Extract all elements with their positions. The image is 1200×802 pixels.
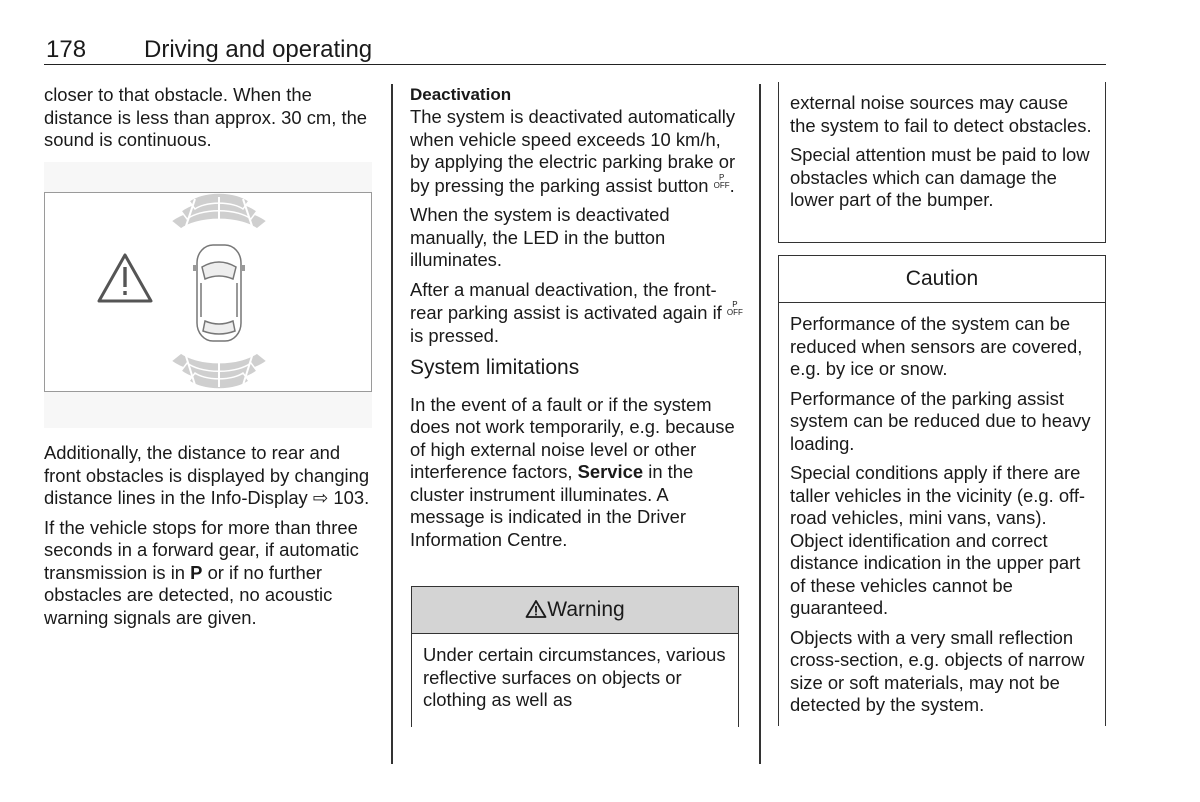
warning-triangle-icon <box>99 255 151 301</box>
deactivation-paragraph-1: The system is deactivated automatically when vehicle speed exceeds 10 km/h, by applying the electric parking brake or by pressing the parking assist button P OFF. <box>410 106 736 196</box>
distance-lines-paragraph: Additionally, the distance to rear and front obstacles is displayed by changing distance lines in the Info-Display ⇨ 103. <box>44 442 370 508</box>
left-column <box>44 84 376 159</box>
caution-paragraph: Objects with a very small reflection cross-section, e.g. objects of narrow size or soft materials, may not be detected by the system. <box>790 626 1085 715</box>
deactivation-heading: Deactivation <box>410 85 512 104</box>
warning-box <box>411 586 739 727</box>
page-number: 178 <box>46 36 87 63</box>
caution-paragraph: Performance of the parking assist system can be reduced due to heavy loading. <box>790 387 1091 454</box>
system-limitations-paragraph: In the event of a fault or if the system does not work temporarily, e.g. because of high external noise level or other interference factors, Service in the cluster instrument illuminates. A message is indicated in the Driver Information Centre. <box>410 393 735 550</box>
continued-paragraph-2: Special attention must be paid to low obstacles which can damage the lower part of the bumper. <box>790 144 1090 210</box>
warning-box-title: Warning <box>412 587 738 634</box>
middle-column <box>410 84 744 558</box>
warning-triangle-icon <box>525 599 547 619</box>
cross-reference-link[interactable]: ⇨ 103. <box>312 487 370 508</box>
page-header <box>44 34 1106 65</box>
column-divider-right <box>759 84 761 764</box>
caution-paragraph: Performance of the system can be reduced when sensors are covered, e.g. by ice or snow. <box>790 313 1083 379</box>
rear-distance-arcs <box>171 351 267 389</box>
continued-paragraph-1: external noise sources may cause the system to fail to detect obstacles. <box>790 92 1092 136</box>
vehicle-stops-paragraph: If the vehicle stops for more than three seconds in a forward gear, if automatic transmission is in P or if no further obstacles are detected, no acoustic warning signals are given. <box>44 516 359 628</box>
page-title: Driving and operating <box>144 36 373 63</box>
column-divider-left <box>391 84 393 764</box>
parking-assist-button-icon: P OFF <box>726 300 743 317</box>
parking-diagram <box>45 193 371 391</box>
front-distance-arcs <box>171 193 267 231</box>
caution-box <box>778 255 1106 726</box>
left-column-lower <box>44 442 376 636</box>
intro-paragraph: closer to that obstacle. When the distance is less than approx. 30 cm, the sound is continuous. <box>44 84 368 150</box>
continued-box <box>778 82 1106 243</box>
car-top-view-icon <box>193 245 245 341</box>
caution-box-title: Caution <box>779 256 1105 303</box>
deactivation-paragraph-3: After a manual deactivation, the front-rear parking assist is activated again if P OFF is pressed. <box>410 278 743 346</box>
caution-paragraph: Special conditions apply if there are taller vehicles in the vicinity (e.g. off-road vehicles, mini vans, vans). Object identification and correct distance indication in the upper part of these vehicles cannot be guaranteed. <box>790 462 1086 618</box>
parking-assist-button-icon: P OFF <box>713 172 730 190</box>
parking-assist-figure <box>44 162 372 428</box>
deactivation-paragraph-2: When the system is deactivated manually, the LED in the button illuminates. <box>410 204 670 270</box>
system-limitations-heading: System limitations <box>410 356 580 379</box>
caution-box-body <box>779 303 1105 717</box>
warning-box-body: Under certain circumstances, various reflective surfaces on objects or clothing as well as <box>423 644 726 710</box>
